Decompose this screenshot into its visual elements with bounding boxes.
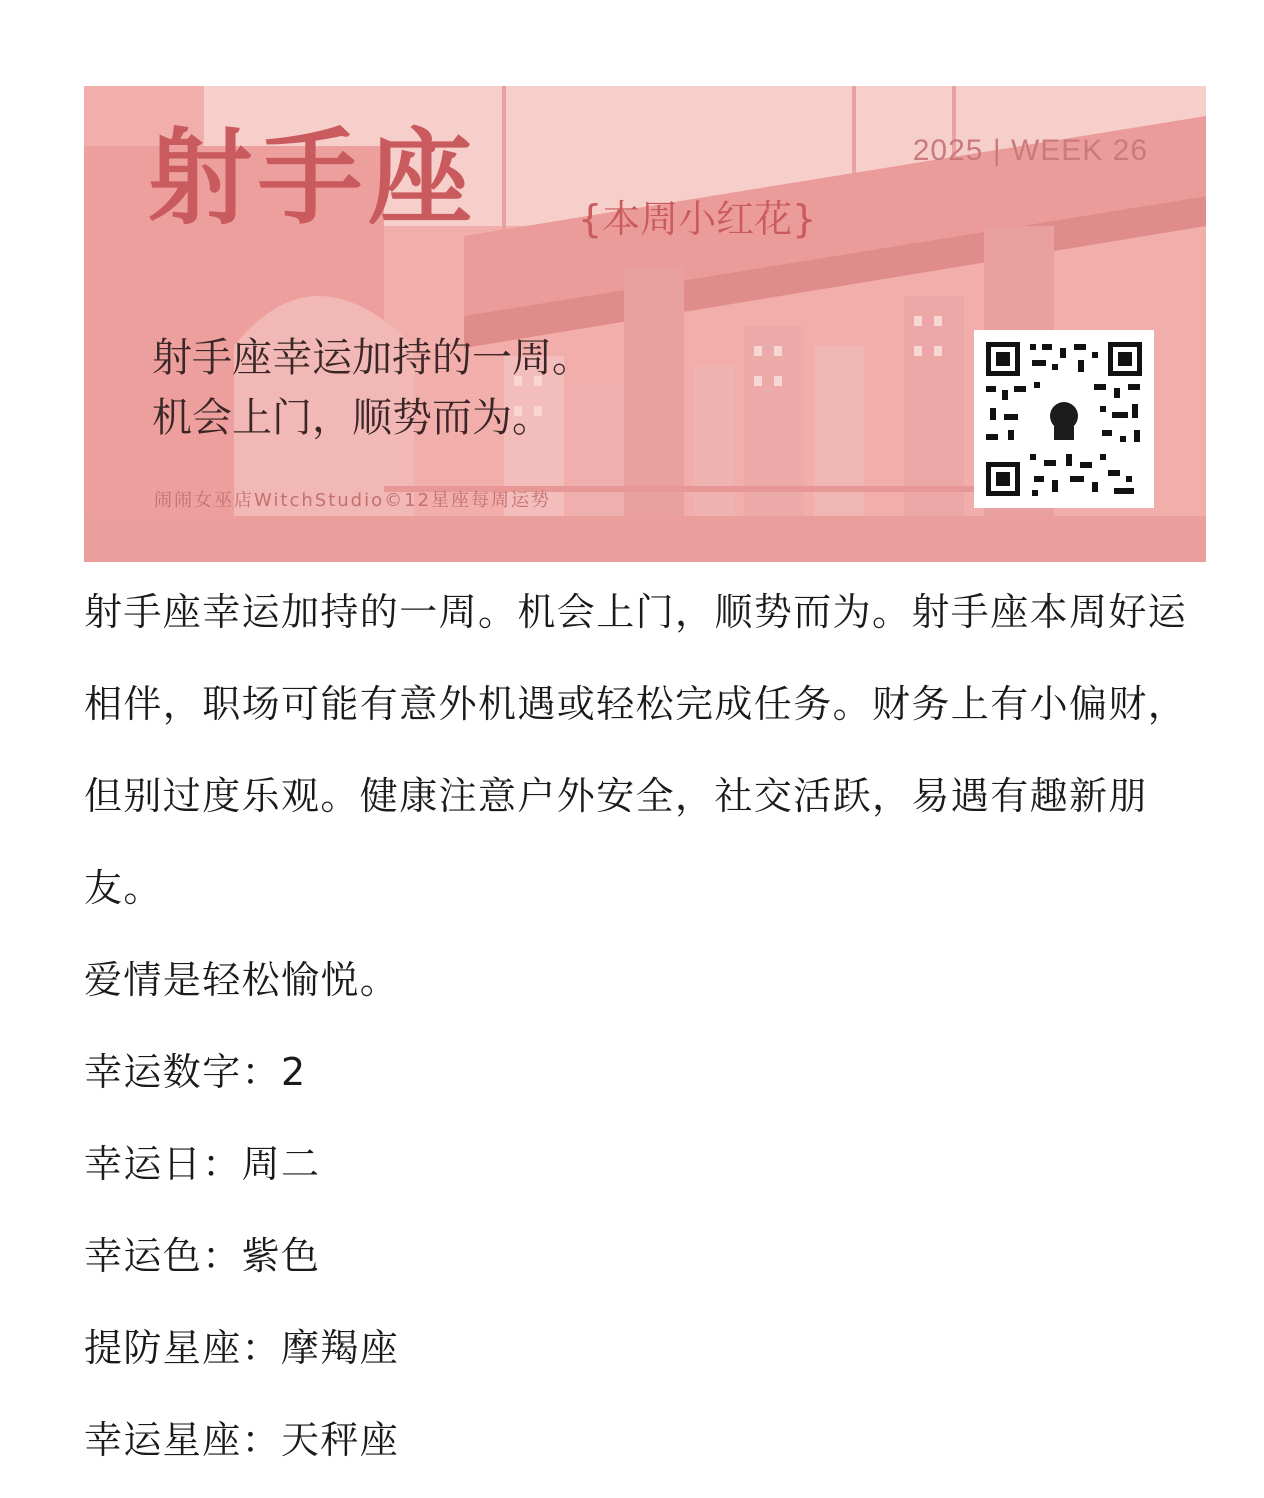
qr-code-icon[interactable] [974, 330, 1154, 508]
lucky-day-line: 幸运日：周二 [84, 1142, 321, 1186]
beware-sign-line: 提防星座：摩羯座 [84, 1326, 400, 1370]
lucky-number-line: 幸运数字：2 [84, 1050, 307, 1094]
headline-line-2: 机会上门，顺势而为。 [152, 395, 552, 441]
banner-subtitle: {本周小红花} [578, 197, 817, 241]
article-paragraph: 射手座幸运加持的一周。机会上门，顺势而为。射手座本周好运相伴，职场可能有意外机遇或轻松完成任务。财务上有小偏财，但别过度乐观。健康注意户外安全，社交活跃，易遇有趣新朋友。 [84, 590, 1188, 910]
lucky-sign-line: 幸运星座：天秤座 [84, 1418, 400, 1462]
headline-line-1: 射手座幸运加持的一周。 [152, 335, 592, 381]
banner-footer: 闹闹女巫店WitchStudio©12星座每周运势 [154, 490, 551, 511]
week-label: 2025 | WEEK 26 [912, 134, 1148, 167]
banner-headline [152, 328, 592, 448]
horoscope-article [84, 566, 1206, 1486]
lucky-color-line: 幸运色：紫色 [84, 1234, 321, 1278]
zodiac-sign-title: 射手座 [148, 117, 479, 239]
love-line: 爱情是轻松愉悦。 [84, 958, 400, 1002]
horoscope-banner [84, 86, 1206, 562]
